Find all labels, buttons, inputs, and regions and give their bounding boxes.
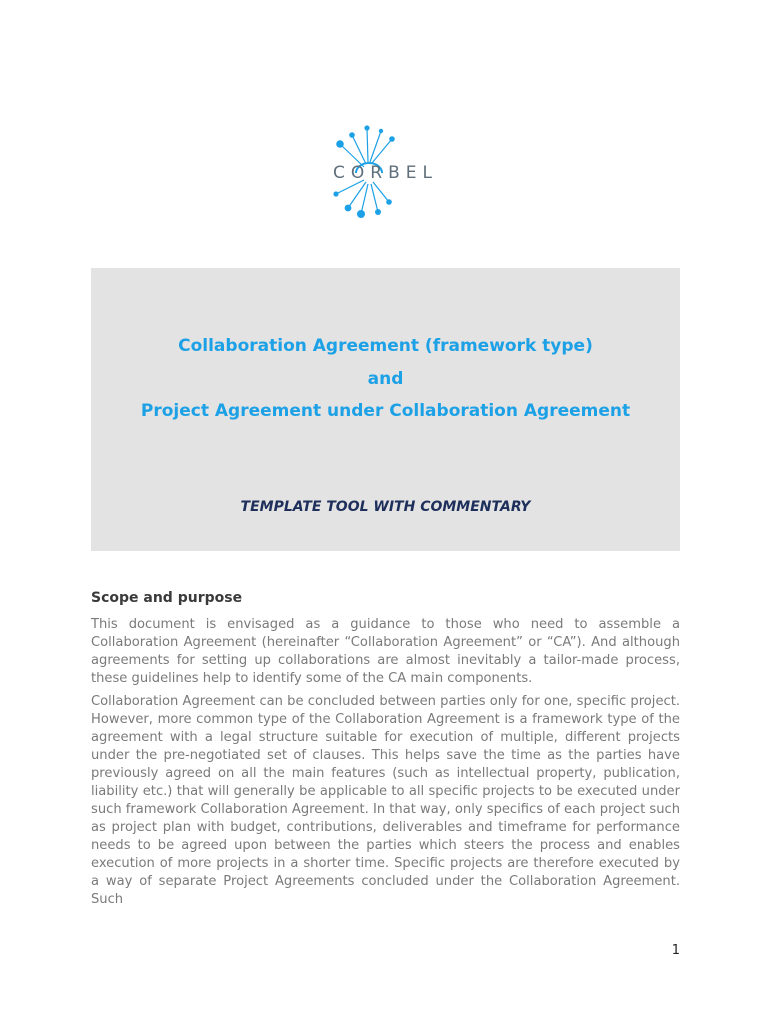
document-title-line-1: Collaboration Agreement (framework type) [178, 336, 593, 356]
page-number: 1 [671, 943, 680, 958]
title-box [91, 268, 680, 551]
document-title-line-2: and [367, 369, 404, 389]
document-subtitle: TEMPLATE TOOL WITH COMMENTARY [240, 499, 531, 515]
document-body [91, 590, 680, 914]
paragraph: Collaboration Agreement can be concluded between parties only for one, specific project. However, more common type of the Collaboration Agreement is a framework type of the agreement with a legal structure suitable for execution of multiple, different projects under the pre-negotiated set of clauses. This helps save the time as the parties have previously agreed on all the main features (such as intellectual property, publication, liability etc.) that will generally be applicable to all specific projects to be executed under such framework Collaboration Agreement. In that way, only specifics of each project such as project plan with budget, contributions, deliverables and timeframe for performance needs to be agreed upon between the parties which steers the process and enables execution of more projects in a shorter time. Specific projects are therefore executed by a way of separate Project Agreements concluded under the Collaboration Agreement. Such [91, 694, 680, 907]
section-heading: Scope and purpose [91, 590, 243, 606]
paragraph: This document is envisaged as a guidance to those who need to assemble a Collaboration Agreement (hereinafter “Collaboration Agreement” or “CA”). And although agreements for setting up collaborations are almost inevitably a tailor-made process, these guidelines help to identify some of the CA main components. [91, 617, 680, 686]
logo-text: CORBEL [333, 163, 438, 183]
document-title-line-3: Project Agreement under Collaboration Agreement [140, 401, 631, 421]
